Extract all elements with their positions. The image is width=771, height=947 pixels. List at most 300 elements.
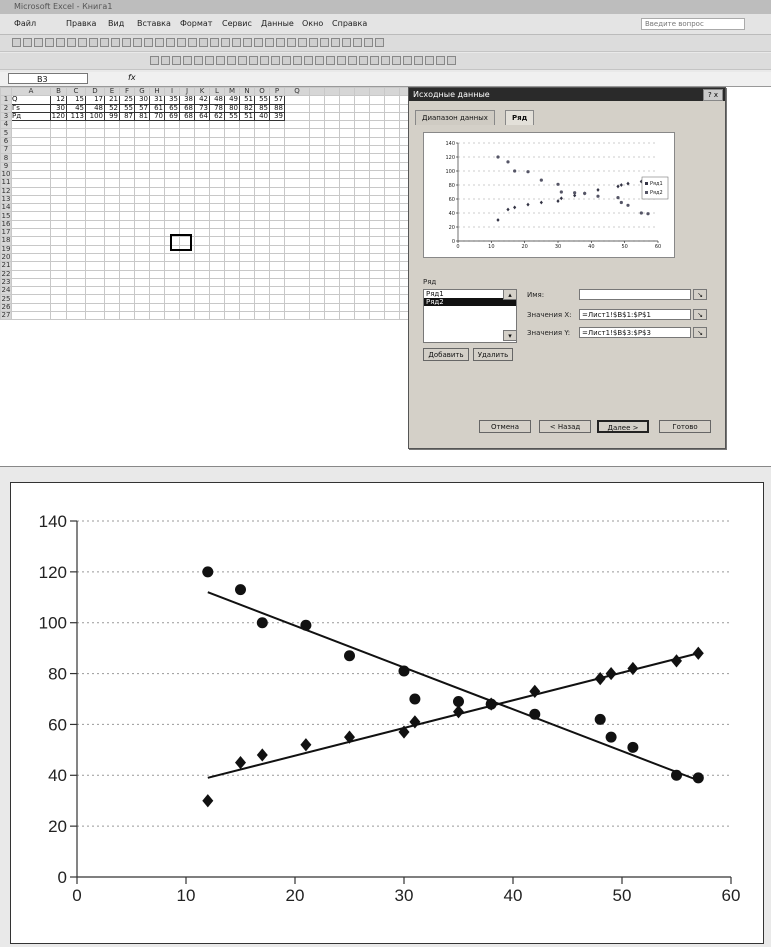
cell[interactable] [120,287,135,295]
cell[interactable] [210,278,225,286]
cell[interactable]: 85 [255,104,270,112]
cell[interactable] [285,170,310,178]
cell[interactable] [240,121,255,129]
toolbar-button[interactable] [287,38,296,47]
cell[interactable] [385,295,400,303]
cell[interactable] [51,129,67,137]
cell[interactable] [370,303,385,311]
row-header[interactable]: 27 [1,311,11,320]
cell[interactable] [325,212,340,220]
cell[interactable] [165,212,180,220]
cell[interactable] [180,253,195,261]
collapse-dialog-icon[interactable]: ↘ [693,309,707,320]
cell[interactable] [370,312,385,320]
toolbar-button[interactable] [309,38,318,47]
cell[interactable] [285,312,310,320]
cell[interactable] [255,204,270,212]
cell[interactable] [325,262,340,270]
cell[interactable] [285,262,310,270]
cell[interactable] [310,179,325,187]
row-header[interactable]: 5 [1,129,12,137]
cell[interactable] [12,278,51,286]
cell[interactable]: 120 [51,112,65,121]
cell[interactable] [270,170,285,178]
cell[interactable] [135,220,150,228]
cell[interactable] [285,295,310,303]
cell[interactable] [255,270,270,278]
cell[interactable] [150,287,165,295]
cell[interactable] [385,179,400,187]
cell[interactable] [67,312,86,320]
cell[interactable] [255,287,270,295]
cell[interactable] [240,204,255,212]
cell[interactable] [355,220,370,228]
cell[interactable] [370,262,385,270]
cell[interactable] [51,312,67,320]
cell[interactable] [150,212,165,220]
row-header[interactable]: 13 [1,195,11,203]
collapse-dialog-icon[interactable]: ↘ [693,289,707,300]
cell[interactable] [355,270,370,278]
cell[interactable] [385,312,400,320]
cell[interactable] [12,229,51,237]
cell[interactable] [150,245,165,253]
toolbar-button[interactable] [161,56,170,65]
cell[interactable] [210,195,225,203]
cell[interactable] [270,237,285,245]
cell[interactable] [325,179,340,187]
menu-tools[interactable]: Сервис [222,19,252,28]
cell[interactable] [270,162,285,170]
row-header[interactable]: 24 [1,286,11,295]
cell[interactable] [105,220,120,228]
cell[interactable] [67,121,86,129]
cell[interactable] [225,245,240,253]
cell[interactable] [225,204,240,212]
row-header[interactable]: 23 [1,278,11,286]
cell[interactable] [86,312,105,320]
cell[interactable] [355,229,370,237]
cell[interactable] [225,154,240,162]
cell[interactable] [370,295,385,303]
row-header[interactable]: 17 [1,228,11,237]
cell[interactable] [180,179,195,187]
row-header[interactable]: 11 [1,178,11,187]
cell[interactable] [150,146,165,154]
cell[interactable] [385,129,400,137]
cell[interactable] [120,262,135,270]
cell[interactable] [105,270,120,278]
toolbar-button[interactable] [265,38,274,47]
cell[interactable] [165,137,180,145]
row-header[interactable]: 9 [1,162,12,170]
cell[interactable] [12,204,51,212]
cell[interactable] [385,170,400,178]
cell[interactable] [67,220,86,228]
cell[interactable] [195,204,210,212]
cell[interactable] [86,154,105,162]
cell[interactable] [210,245,225,253]
cell[interactable] [255,179,270,187]
cell[interactable] [165,187,180,195]
toolbar-button[interactable] [232,38,241,47]
cell[interactable] [285,245,310,253]
cell[interactable] [310,112,325,120]
cell[interactable] [255,154,270,162]
cell[interactable] [210,212,225,220]
cell[interactable] [195,195,210,203]
cell[interactable] [255,195,270,203]
cell[interactable] [120,245,135,253]
cell[interactable] [195,179,210,187]
cell[interactable] [310,303,325,311]
cell[interactable] [255,245,270,253]
cell[interactable] [165,220,180,228]
cell[interactable] [385,162,400,170]
toolbar-button[interactable] [34,38,43,47]
cell[interactable] [310,121,325,129]
cell[interactable] [255,229,270,237]
cell[interactable] [135,270,150,278]
toolbar-button[interactable] [177,38,186,47]
cell[interactable] [240,229,255,237]
cell[interactable] [225,278,240,286]
cell[interactable] [370,229,385,237]
cell[interactable] [370,170,385,178]
cell[interactable] [270,137,285,145]
cell[interactable] [165,129,180,137]
cell[interactable] [67,212,86,220]
cell[interactable] [150,312,165,320]
cell[interactable] [12,312,51,320]
cell[interactable] [195,121,210,129]
cell[interactable] [310,146,325,154]
cell[interactable] [180,278,195,286]
cell[interactable] [355,312,370,320]
cell[interactable] [225,121,240,129]
cell[interactable] [135,245,150,253]
cell[interactable]: 21 [105,96,120,104]
column-header[interactable]: C [67,88,86,96]
cell[interactable] [370,121,385,129]
toolbar-button[interactable] [89,38,98,47]
cell[interactable] [340,312,355,320]
cell[interactable] [255,295,270,303]
cell[interactable] [210,187,225,195]
toolbar-button[interactable] [370,56,379,65]
cell[interactable] [225,162,240,170]
toolbar-button[interactable] [67,38,76,47]
cell[interactable] [340,287,355,295]
cell[interactable] [370,187,385,195]
cell[interactable] [340,137,355,145]
toolbar-button[interactable] [304,56,313,65]
cell[interactable]: 39 [270,112,285,120]
cell[interactable] [51,154,67,162]
cell[interactable] [86,262,105,270]
cell[interactable] [210,303,225,311]
cell[interactable] [105,187,120,195]
cell[interactable] [210,204,225,212]
cell[interactable] [51,295,67,303]
cell[interactable]: Рд [12,112,51,120]
cell[interactable]: 99 [105,112,120,120]
cell[interactable] [120,170,135,178]
cell[interactable] [225,220,240,228]
cell[interactable] [225,187,240,195]
cell[interactable] [135,237,150,245]
menu-data[interactable]: Данные [261,19,294,28]
toolbar-button[interactable] [12,38,21,47]
toolbar-button[interactable] [183,56,192,65]
toolbar-button[interactable] [238,56,247,65]
toolbar-button[interactable] [414,56,423,65]
cell[interactable] [270,287,285,295]
cell[interactable] [105,229,120,237]
cell[interactable] [180,137,195,145]
cell[interactable] [51,121,67,129]
cell[interactable]: 48 [210,96,225,104]
cell[interactable] [120,204,135,212]
cell[interactable] [105,146,120,154]
cell[interactable] [67,262,86,270]
cell[interactable] [340,245,355,253]
cell[interactable] [285,220,310,228]
cell[interactable] [12,295,51,303]
cell[interactable] [270,179,285,187]
cell[interactable] [385,104,400,112]
cell[interactable] [105,295,120,303]
cell[interactable]: 12 [51,96,67,104]
cell[interactable] [310,229,325,237]
cell[interactable] [135,154,150,162]
next-button[interactable]: Далее > [597,420,649,433]
cell[interactable] [86,229,105,237]
row-header[interactable]: 19 [1,245,11,253]
cell[interactable] [285,162,310,170]
cell[interactable] [180,170,195,178]
cell[interactable] [180,154,195,162]
cell[interactable] [340,278,355,286]
cell[interactable] [86,270,105,278]
cell[interactable] [325,162,340,170]
column-header[interactable]: F [120,88,135,96]
cell[interactable] [285,212,310,220]
cell[interactable] [310,204,325,212]
row-header[interactable]: 25 [1,294,11,303]
cell[interactable] [67,170,86,178]
cell[interactable] [270,121,285,129]
cell[interactable] [180,262,195,270]
cell[interactable] [270,312,285,320]
cell[interactable] [51,229,67,237]
cell[interactable] [150,229,165,237]
toolbar-button[interactable] [364,38,373,47]
cell[interactable] [210,220,225,228]
cell[interactable] [355,137,370,145]
cell[interactable] [340,237,355,245]
back-button[interactable]: < Назад [539,420,591,433]
cell[interactable] [120,121,135,129]
cell[interactable] [325,204,340,212]
cell[interactable] [255,187,270,195]
cell[interactable] [285,179,310,187]
cell[interactable] [51,253,67,261]
cell[interactable] [67,245,86,253]
cell[interactable]: 35 [165,96,180,104]
cell[interactable] [285,187,310,195]
toolbar-button[interactable] [227,56,236,65]
cell[interactable] [150,129,165,137]
cell[interactable] [105,195,120,203]
cell[interactable] [285,154,310,162]
toolbar-button[interactable] [326,56,335,65]
cell[interactable] [340,195,355,203]
x-values-input[interactable]: =Лист1!$B$1:$P$1 [579,309,691,320]
cell[interactable] [340,229,355,237]
cell[interactable] [240,179,255,187]
cell[interactable] [86,121,105,129]
cell[interactable] [225,229,240,237]
cell[interactable] [285,96,310,104]
cell[interactable] [135,137,150,145]
toolbar-button[interactable] [348,56,357,65]
column-header[interactable]: A [12,88,51,96]
cell[interactable] [210,287,225,295]
cell[interactable] [195,295,210,303]
cell[interactable] [270,204,285,212]
cell[interactable] [325,129,340,137]
cell[interactable] [240,195,255,203]
cell[interactable] [86,195,105,203]
toolbar-button[interactable] [403,56,412,65]
cell[interactable] [180,220,195,228]
cell[interactable] [240,146,255,154]
cell[interactable] [135,253,150,261]
cell[interactable] [150,195,165,203]
cell[interactable] [325,303,340,311]
cell[interactable]: 55 [225,112,240,120]
column-header[interactable]: H [150,88,165,96]
cell[interactable] [195,220,210,228]
cell[interactable] [180,204,195,212]
cell[interactable] [86,220,105,228]
cell[interactable] [370,220,385,228]
cell[interactable] [180,270,195,278]
cell[interactable] [86,278,105,286]
cell[interactable] [210,154,225,162]
cell[interactable] [120,146,135,154]
cell[interactable]: 51 [240,112,255,120]
cell[interactable] [120,187,135,195]
cell[interactable]: 52 [105,104,120,112]
scroll-up-icon[interactable]: ▴ [503,289,517,300]
column-header[interactable]: K [195,88,210,96]
toolbar-button[interactable] [271,56,280,65]
cell[interactable] [385,229,400,237]
cell[interactable] [225,270,240,278]
cell[interactable] [180,129,195,137]
series-item-1[interactable]: Ряд1 [426,290,444,298]
cell[interactable] [325,245,340,253]
cell[interactable] [340,179,355,187]
cell[interactable] [135,187,150,195]
cell[interactable] [210,237,225,245]
cell[interactable] [270,220,285,228]
cell[interactable] [310,220,325,228]
cell[interactable] [150,137,165,145]
toolbar-button[interactable] [45,38,54,47]
cell[interactable] [225,129,240,137]
cell[interactable] [310,295,325,303]
cell[interactable] [270,303,285,311]
cell[interactable] [355,104,370,112]
cell[interactable]: 68 [180,112,195,120]
cell[interactable] [240,262,255,270]
cell[interactable] [310,237,325,245]
cell[interactable] [67,154,86,162]
cell[interactable] [150,162,165,170]
cell[interactable]: 70 [150,112,165,120]
cell[interactable]: 82 [240,104,255,112]
cell[interactable] [12,121,51,129]
cell[interactable] [135,129,150,137]
dialog-close-button[interactable] [703,89,723,101]
cell[interactable] [310,129,325,137]
cell[interactable] [51,303,67,311]
cell[interactable] [165,162,180,170]
cell[interactable] [195,129,210,137]
cell[interactable] [355,262,370,270]
cell[interactable] [385,146,400,154]
tab-data-range[interactable]: Диапазон данных [415,110,495,125]
cell[interactable] [370,195,385,203]
cell[interactable] [86,146,105,154]
cell[interactable] [325,146,340,154]
cell[interactable] [86,303,105,311]
cell[interactable] [310,154,325,162]
cell[interactable] [150,303,165,311]
cell[interactable] [210,146,225,154]
cell[interactable] [86,287,105,295]
toolbar-button[interactable] [133,38,142,47]
cell[interactable] [370,129,385,137]
cell[interactable]: 80 [225,104,240,112]
cell[interactable]: 64 [195,112,210,120]
row-header[interactable]: 7 [1,146,12,154]
cell[interactable] [51,162,67,170]
cell[interactable] [195,229,210,237]
cell[interactable]: 55 [255,96,270,104]
toolbar-button[interactable] [436,56,445,65]
cell[interactable] [325,295,340,303]
cell[interactable]: 38 [180,96,195,104]
cell[interactable] [255,312,270,320]
cell[interactable] [270,229,285,237]
row-header[interactable]: 3 [1,112,12,120]
cell[interactable] [150,278,165,286]
cell[interactable] [310,162,325,170]
cell[interactable] [225,137,240,145]
toolbar-button[interactable] [194,56,203,65]
toolbar-button[interactable] [447,56,456,65]
cell[interactable] [67,195,86,203]
cell[interactable] [310,104,325,112]
cell[interactable] [105,162,120,170]
cell[interactable] [210,253,225,261]
menu-view[interactable]: Вид [108,19,125,28]
toolbar-button[interactable] [260,56,269,65]
